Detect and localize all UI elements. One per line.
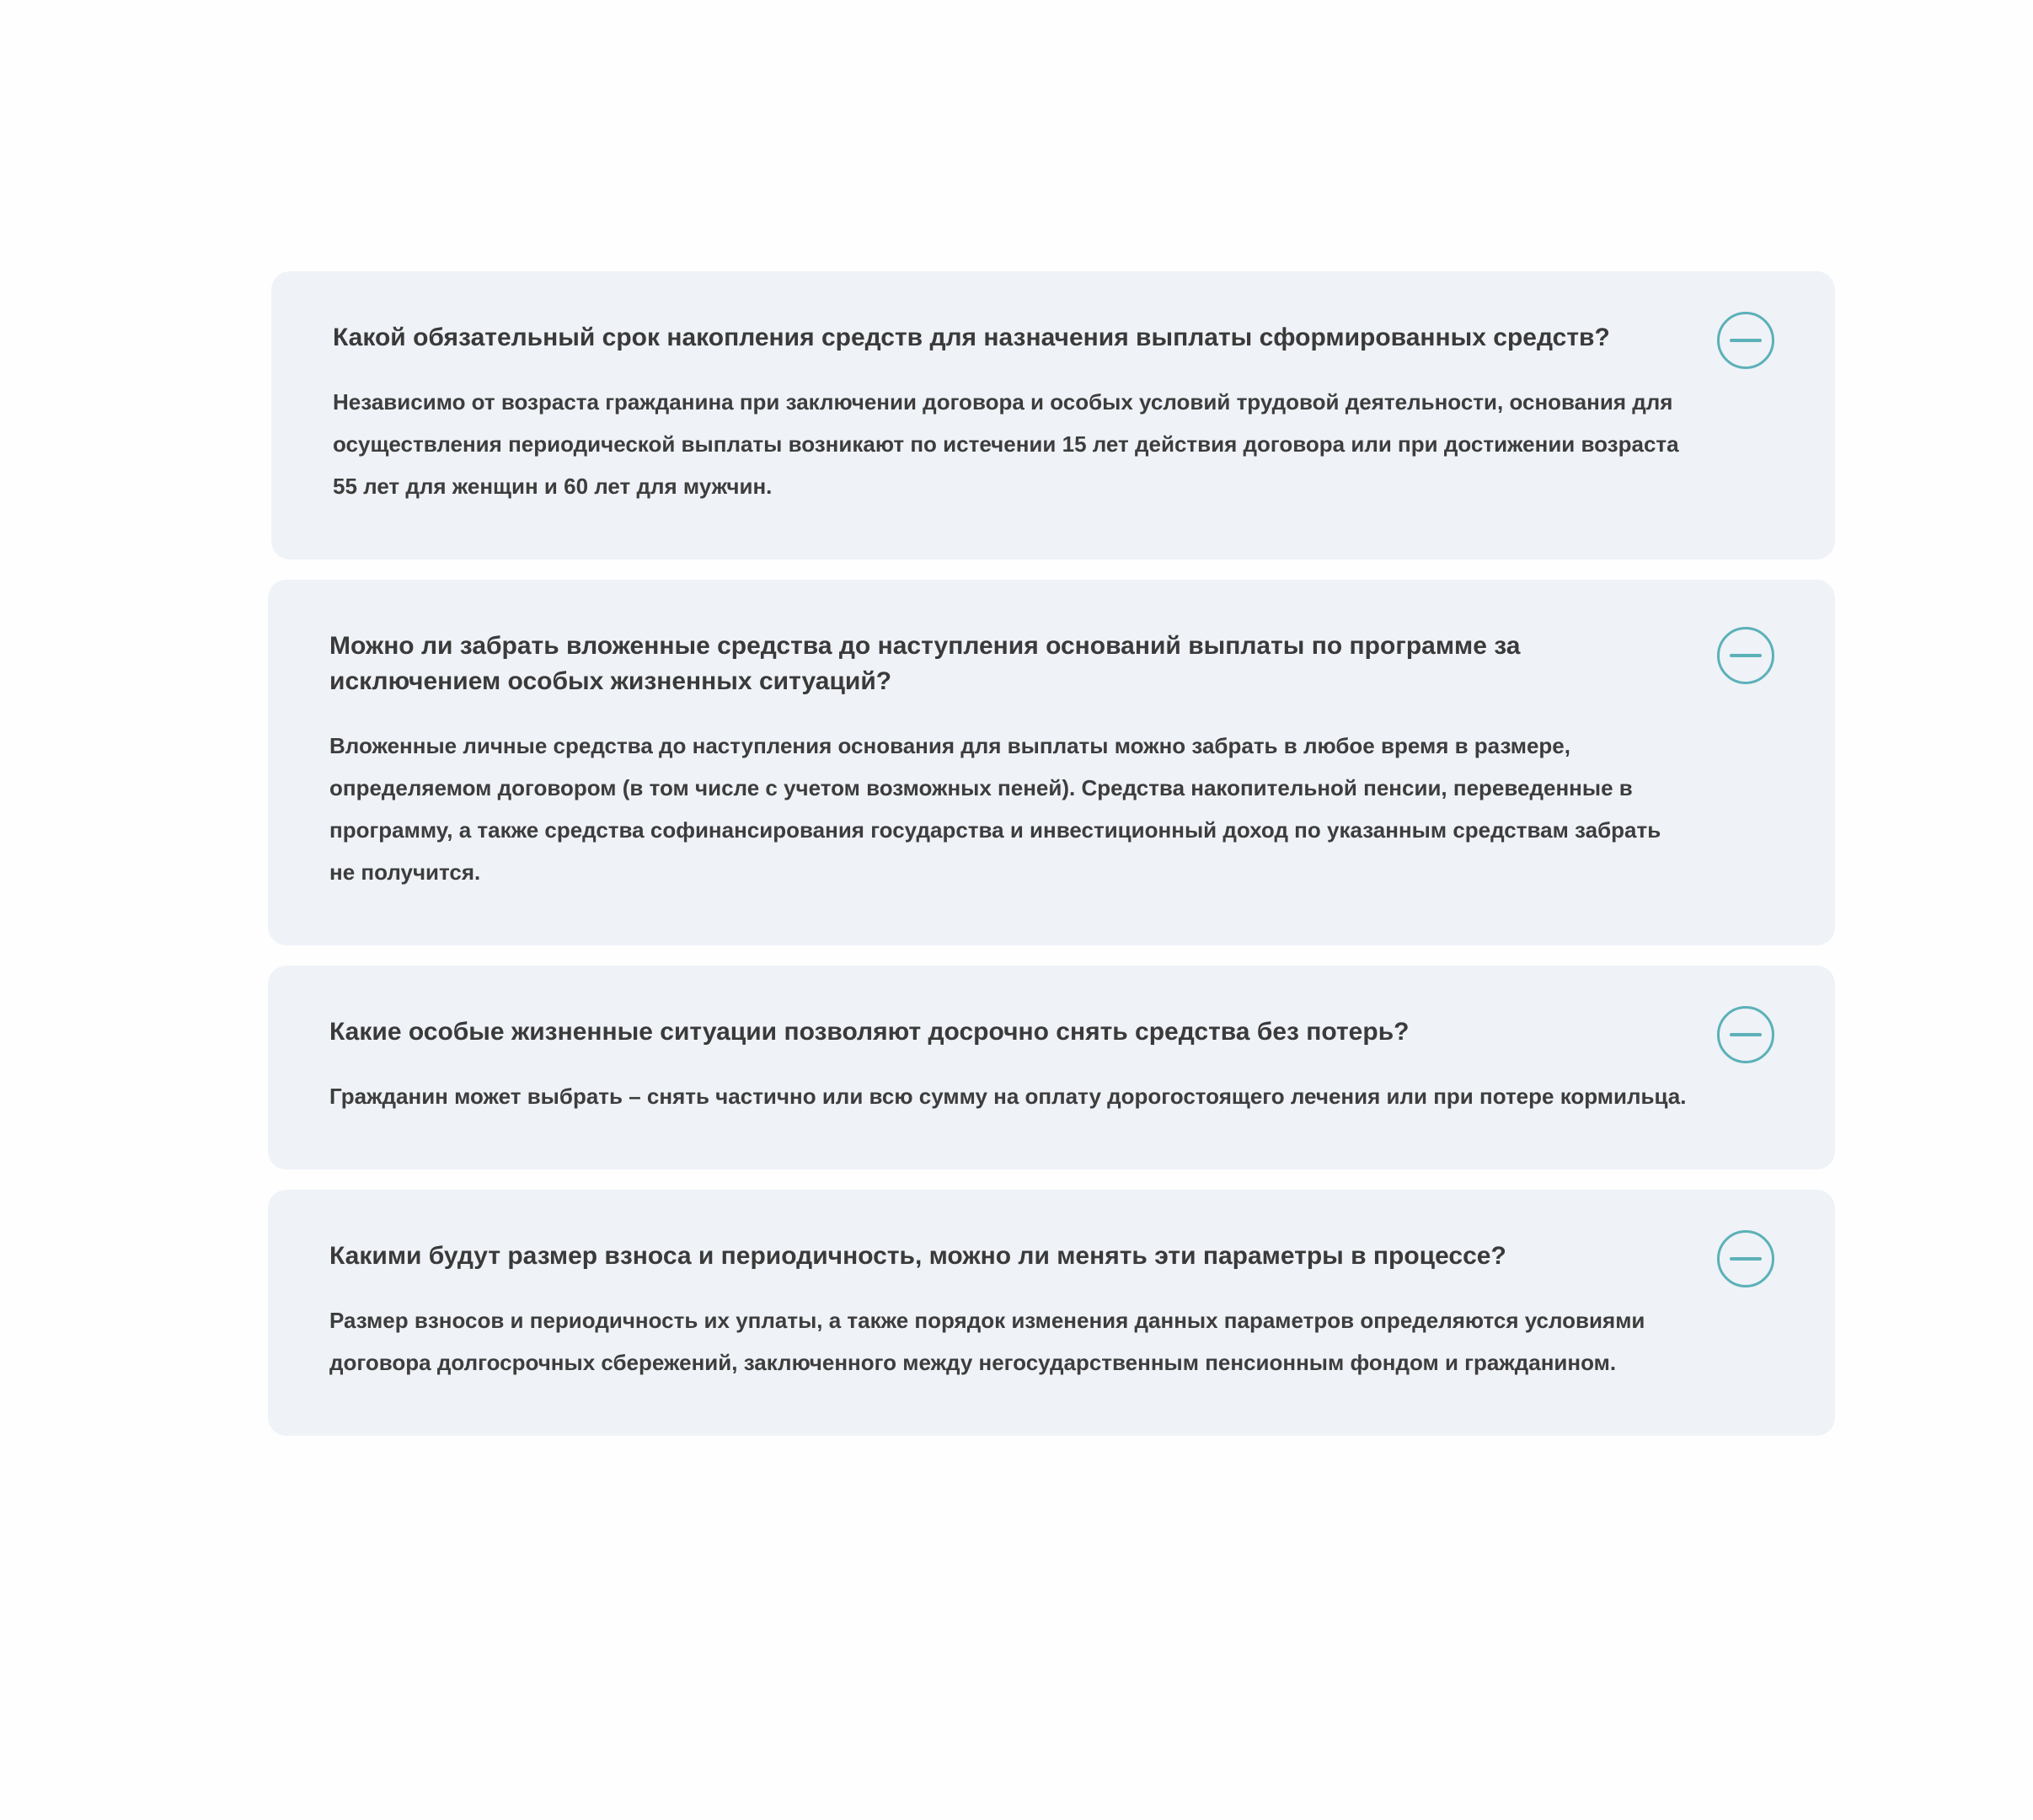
faq-question[interactable]: Можно ли забрать вложенные средства до наступления оснований выплаты по программе за исключением особых жизненных ситуаций? — [329, 632, 1521, 695]
minus-icon — [1730, 654, 1762, 657]
collapse-button[interactable] — [1717, 312, 1774, 369]
faq-answer: Независимо от возраста гражданина при заключении договора и особых условий трудовой деятельности, основания для осуществления периодической выплаты возникают по истечении 15 лет действия договора или при достижении возраста 55 лет для женщин и 60 лет для мужчин. — [333, 389, 1679, 499]
faq-item — [268, 580, 1835, 945]
collapse-button[interactable] — [1717, 1230, 1774, 1287]
faq-question[interactable]: Какие особые жизненные ситуации позволяют досрочно снять средства без потерь? — [329, 1018, 1410, 1046]
faq-answer: Размер взносов и периодичность их уплаты, а также порядок изменения данных параметров определяются условиями договора долгосрочных сбережений, заключенного между негосударственным пенсионным фондом и гражданином. — [329, 1308, 1645, 1375]
faq-item — [268, 966, 1835, 1170]
faq-answer: Вложенные личные средства до наступления основания для выплаты можно забрать в любое время в размере, определяемом договором (в том числе с учетом возможных пеней). Средства накопительной пенсии, переведенные в программу, а также средства софинансирования государства и инвестиционный доход по указанным средствам забрать не получится. — [329, 733, 1661, 885]
faq-item — [268, 1190, 1835, 1436]
faq-item — [271, 271, 1835, 559]
minus-icon — [1730, 339, 1762, 342]
faq-question[interactable]: Какими будут размер взноса и периодичность, можно ли менять эти параметры в процессе? — [329, 1242, 1506, 1270]
collapse-button[interactable] — [1717, 1006, 1774, 1063]
collapse-button[interactable] — [1717, 627, 1774, 684]
faq-answer: Гражданин может выбрать – снять частично или всю сумму на оплату дорогостоящего лечения или при потере кормильца. — [329, 1084, 1687, 1109]
faq-accordion — [268, 271, 1835, 1456]
faq-question[interactable]: Какой обязательный срок накопления средств для назначения выплаты сформированных средств? — [333, 324, 1610, 351]
minus-icon — [1730, 1257, 1762, 1261]
minus-icon — [1730, 1033, 1762, 1036]
